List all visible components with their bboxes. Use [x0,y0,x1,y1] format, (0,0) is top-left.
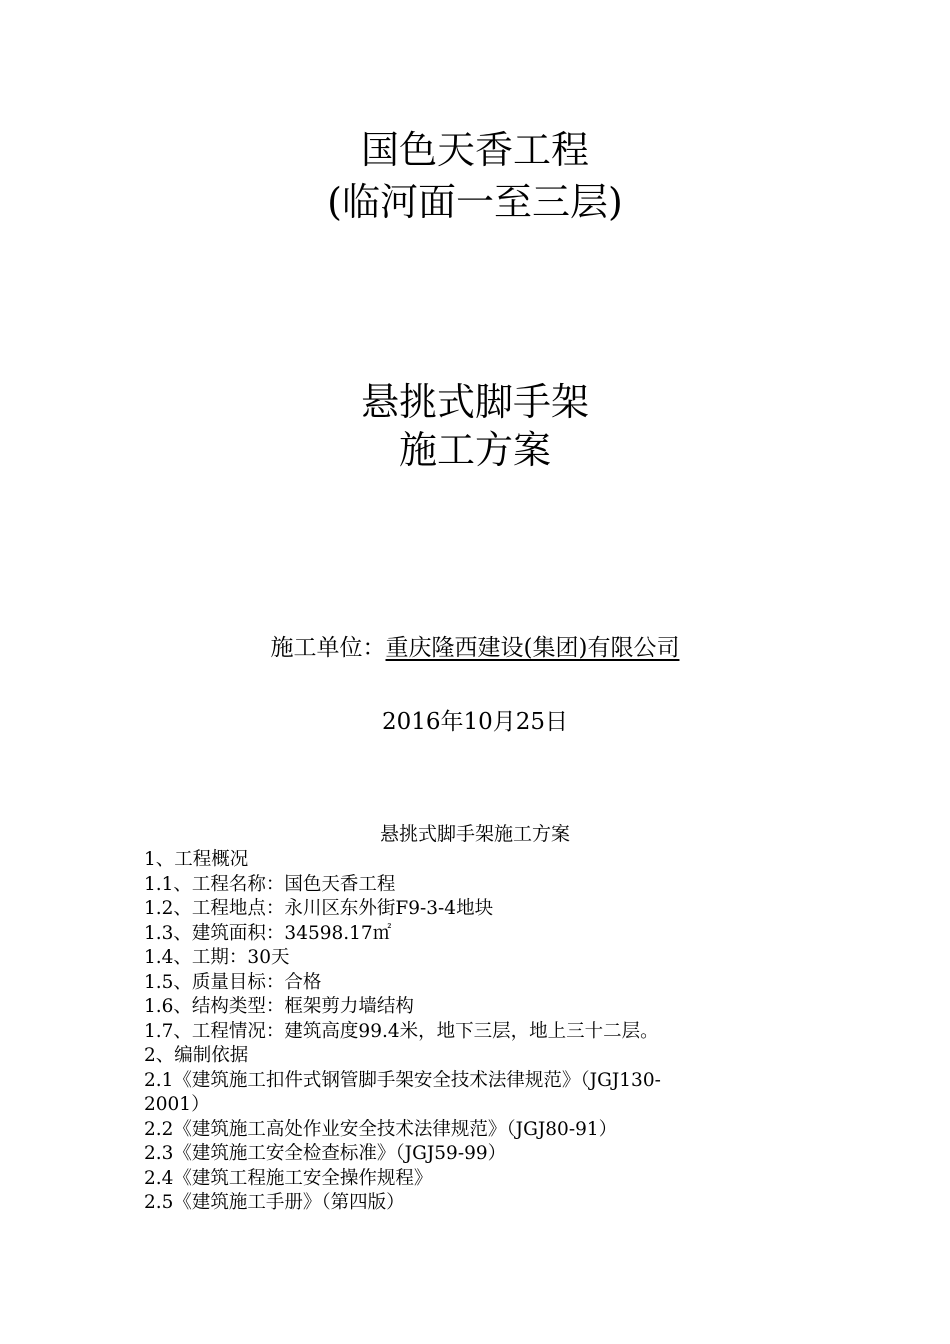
body-line: 1.3、建筑面积：34598.17㎡ [144,922,392,944]
body-line: 1.6、结构类型：框架剪力墙结构 [144,996,414,1017]
project-title: 国色天香工程 [360,128,589,172]
construction-unit [0,631,950,665]
construction-unit-name: 重庆隆西建设(集团)有限公司 [385,635,680,661]
body-line: 2.5《建筑施工手册》（第四版） [144,1192,405,1213]
body-line: 1.4、工期：30天 [144,947,290,968]
plan-title-line-2: 施工方案 [398,428,551,472]
body-line: 1.7、工程情况：建筑高度99.4米，地下三层，地上三十二层。 [144,1020,659,1042]
body-line: 2.4《建筑工程施工安全操作规程》 [144,1167,433,1189]
section-heading: 悬挑式脚手架施工方案 [379,823,570,845]
body-line: 1、工程概况 [144,849,249,870]
body-line: 1.2、工程地点：永川区东外街F9-3-4地块 [144,898,494,919]
body-line: 2.2《建筑施工高处作业安全技术法律规范》（JGJ80-91） [144,1118,618,1140]
body-line: 2、编制依据 [144,1045,249,1066]
body-line: 2.3《建筑施工安全检查标准》（JGJ59-99） [144,1143,507,1164]
body-line: 2001） [144,1094,210,1115]
body-line: 2.1《建筑施工扣件式钢管脚手架安全技术法律规范》（JGJ130- [144,1069,661,1091]
construction-unit-label: 施工单位： [270,635,386,661]
document-body [144,848,834,1216]
project-scope: (临河面一至三层) [327,180,623,224]
plan-title-line-1: 悬挑式脚手架 [360,380,589,424]
body-line: 1.5、质量目标：合格 [144,971,322,993]
body-line: 1.1、工程名称：国色天香工程 [144,873,396,895]
document-date: 2016年10月25日 [381,709,569,735]
